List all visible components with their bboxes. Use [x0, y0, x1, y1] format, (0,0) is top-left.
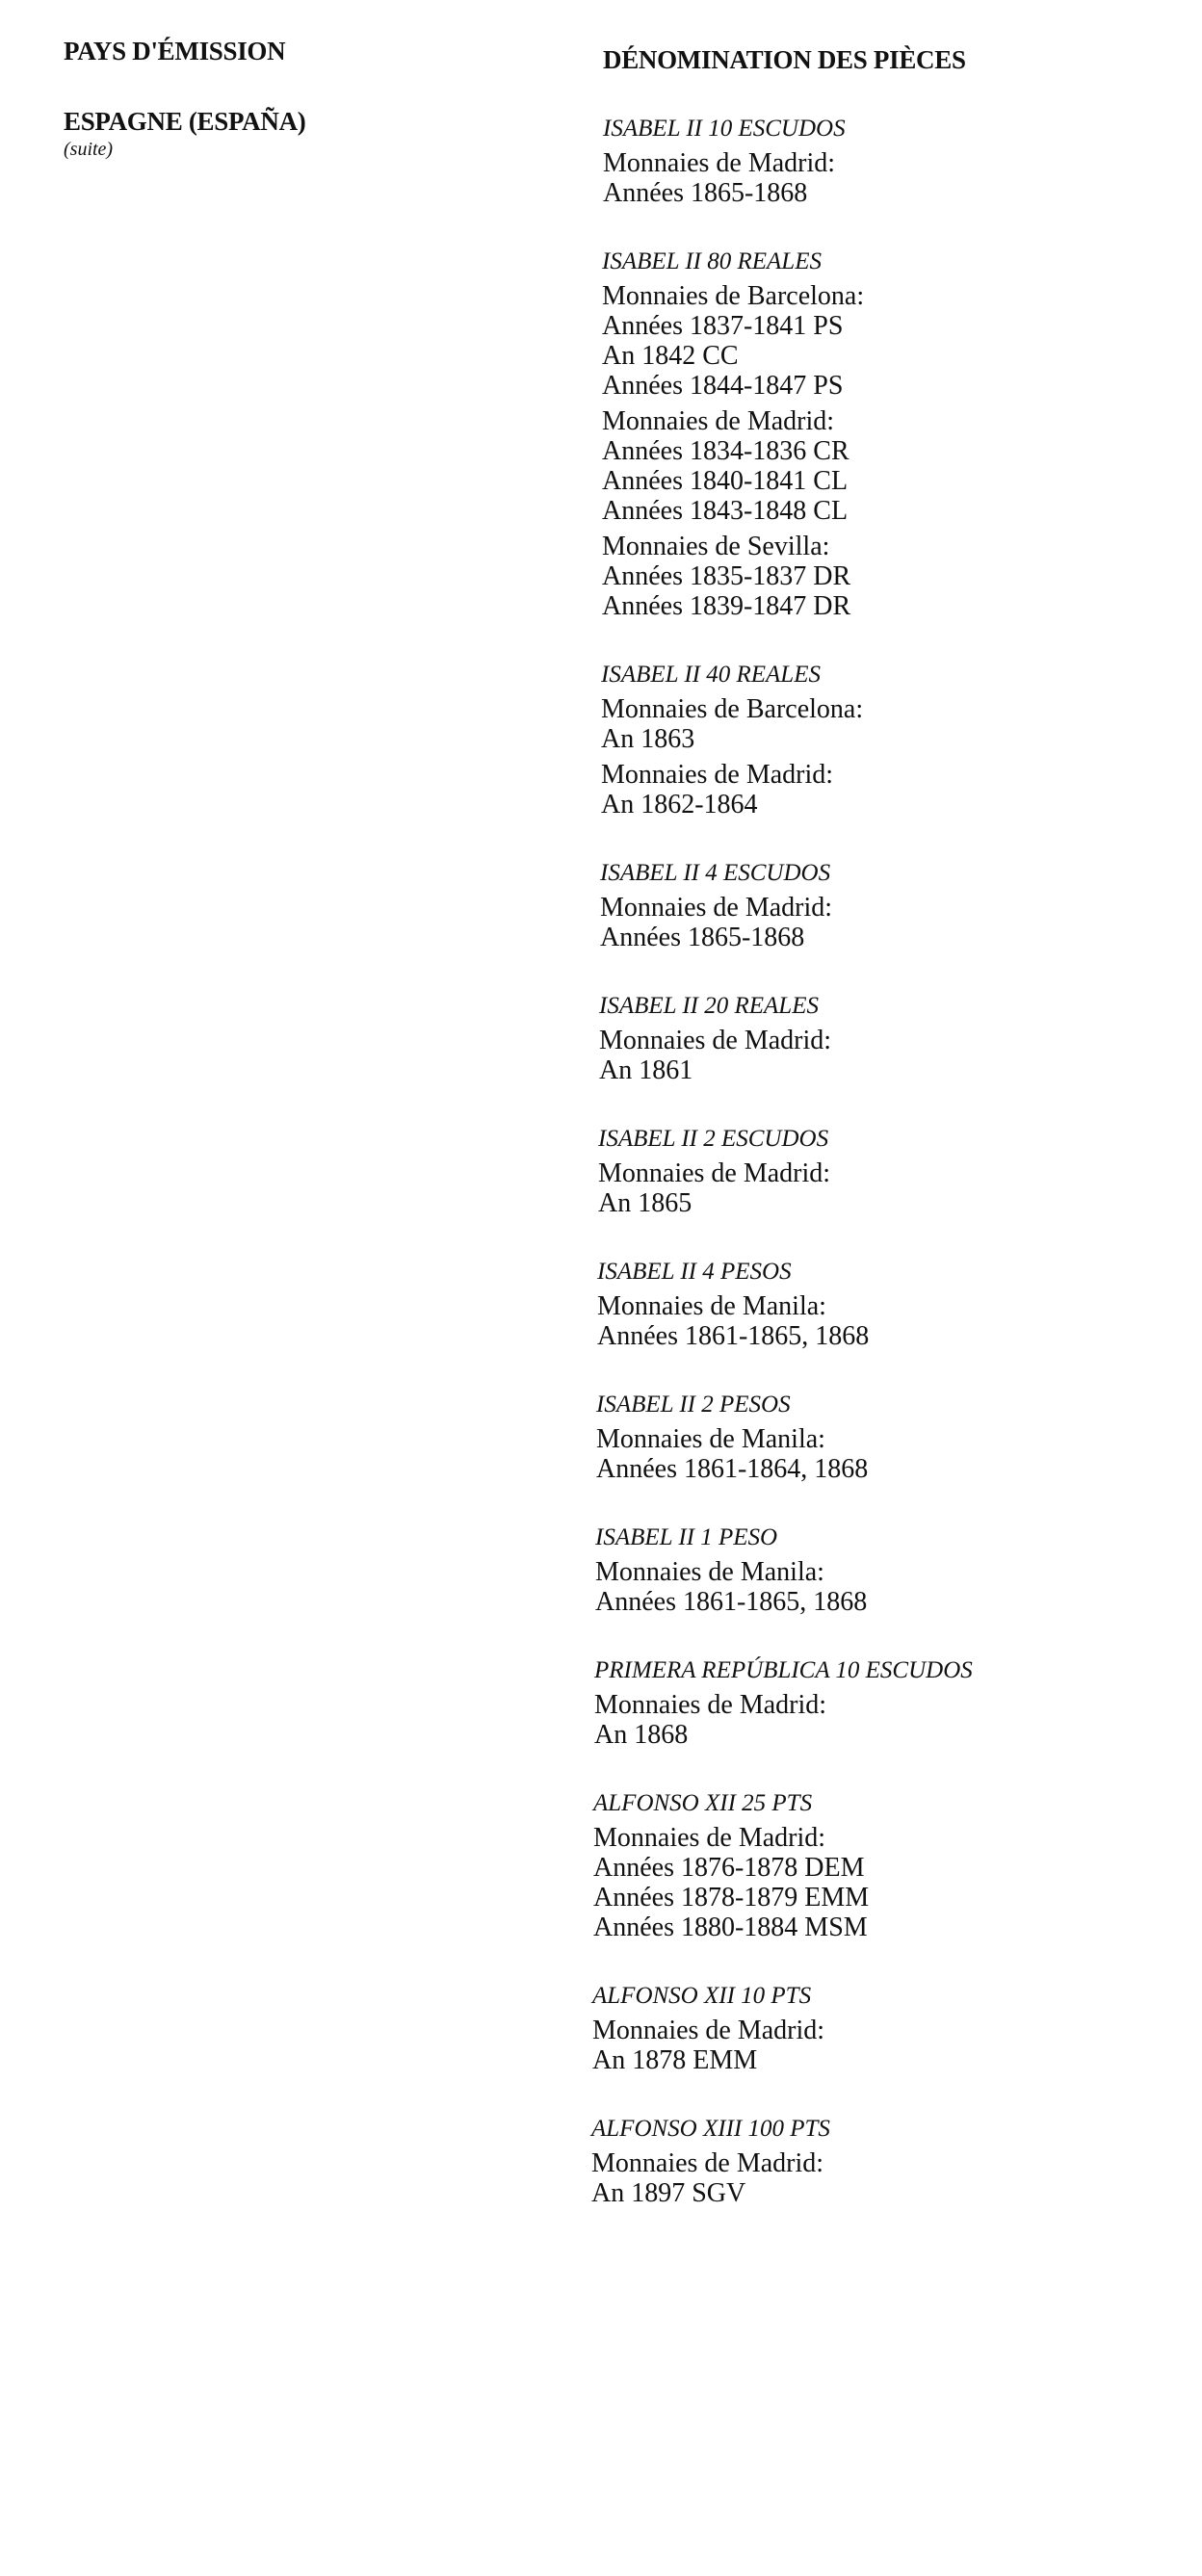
coin-entry: [597, 1257, 1187, 1351]
coin-entry: [593, 1788, 1187, 1942]
coin-entry: [599, 991, 1187, 1085]
coin-entry-list: [589, 114, 1187, 2208]
mint-name: Monnaies de Manila:: [597, 1291, 826, 1321]
mint-name: Monnaies de Madrid:: [594, 1690, 827, 1720]
mint-name: Monnaies de Madrid:: [593, 1823, 826, 1853]
coin-denomination-title: ALFONSO XII 10 PTS: [592, 1983, 812, 2009]
coin-denomination-title: ISABEL II 2 PESOS: [596, 1392, 791, 1418]
mint-years: An 1862-1864: [601, 790, 758, 820]
coin-denomination-title: ISABEL II 10 ESCUDOS: [603, 116, 846, 142]
mint-group: [601, 760, 1187, 820]
mint-group: [600, 893, 1187, 952]
mint-years: Années 1878-1879 EMM: [593, 1883, 870, 1912]
mint-years: Années 1876-1878 DEM: [593, 1853, 865, 1883]
mint-years: Années 1865-1868: [600, 923, 805, 952]
mint-years: An 1897 SGV: [591, 2178, 746, 2208]
country-column: [64, 37, 507, 161]
mint-years: An 1868: [594, 1720, 689, 1750]
mint-years: Années 1861-1865, 1868: [595, 1587, 868, 1617]
mint-years: An 1842 CC: [602, 341, 739, 371]
coin-entry: [594, 1655, 1187, 1750]
mint-group: [595, 1557, 1187, 1617]
mint-group: [602, 281, 1187, 401]
coin-denomination-title: ISABEL II 4 PESOS: [597, 1259, 792, 1285]
coin-entry: [595, 1522, 1187, 1617]
coin-entry: [592, 1981, 1187, 2075]
coin-denomination-title: ISABEL II 4 ESCUDOS: [600, 860, 831, 886]
mint-name: Monnaies de Madrid:: [600, 893, 833, 923]
mint-group: [596, 1424, 1187, 1484]
mint-group: [603, 148, 1187, 208]
mint-group: [601, 694, 1187, 754]
coin-entry: [601, 660, 1187, 820]
mint-group: [602, 532, 1187, 621]
coin-denomination-title: ISABEL II 2 ESCUDOS: [598, 1126, 829, 1152]
mint-name: Monnaies de Manila:: [595, 1557, 824, 1587]
country-column-heading: PAYS D'ÉMISSION: [64, 37, 286, 65]
mint-group: [599, 1026, 1187, 1085]
mint-years: Années 1834-1836 CR: [602, 436, 849, 466]
continuation-note: (suite): [64, 139, 114, 160]
coin-denomination-title: ISABEL II 1 PESO: [595, 1524, 778, 1550]
mint-years: An 1863: [601, 724, 695, 754]
mint-name: Monnaies de Madrid:: [602, 406, 835, 436]
mint-years: An 1865: [598, 1188, 692, 1218]
denomination-column: [589, 45, 1187, 2247]
mint-name: Monnaies de Madrid:: [603, 148, 836, 178]
mint-years: Années 1861-1864, 1868: [596, 1454, 869, 1484]
mint-name: Monnaies de Madrid:: [598, 1158, 831, 1188]
mint-name: Monnaies de Madrid:: [591, 2148, 824, 2178]
mint-group: [591, 2148, 1187, 2208]
mint-group: [593, 1823, 1187, 1942]
coin-denomination-title: ALFONSO XIII 100 PTS: [591, 2116, 830, 2142]
coin-entry: [603, 114, 1187, 208]
mint-name: Monnaies de Madrid:: [599, 1026, 832, 1055]
mint-name: Monnaies de Barcelona:: [602, 281, 865, 311]
coin-entry: [600, 858, 1187, 952]
mint-name: Monnaies de Madrid:: [592, 2016, 825, 2045]
coin-entry: [591, 2114, 1187, 2208]
mint-name: Monnaies de Manila:: [596, 1424, 825, 1454]
mint-group: [592, 2016, 1187, 2075]
mint-years: An 1878 EMM: [592, 2045, 758, 2075]
coin-entry: [596, 1390, 1187, 1484]
country-name: ESPAGNE (ESPAÑA): [64, 107, 306, 136]
mint-group: [602, 406, 1187, 526]
mint-years: Années 1837-1841 PS: [602, 311, 844, 341]
mint-years: Années 1843-1848 CL: [602, 496, 849, 526]
mint-name: Monnaies de Barcelona:: [601, 694, 864, 724]
mint-years: An 1861: [599, 1055, 693, 1085]
denomination-column-heading: DÉNOMINATION DES PIÈCES: [603, 45, 966, 74]
coin-entry: [602, 247, 1187, 621]
mint-group: [597, 1291, 1187, 1351]
mint-years: Années 1840-1841 CL: [602, 466, 849, 496]
mint-years: Années 1844-1847 PS: [602, 371, 844, 401]
mint-years: Années 1839-1847 DR: [602, 591, 851, 621]
mint-years: Années 1835-1837 DR: [602, 561, 851, 591]
coin-denomination-title: ISABEL II 20 REALES: [599, 993, 819, 1019]
mint-name: Monnaies de Sevilla:: [602, 532, 830, 561]
coin-entry: [598, 1124, 1187, 1218]
mint-years: Années 1880-1884 MSM: [593, 1912, 868, 1942]
coin-denomination-title: ISABEL II 40 REALES: [601, 662, 821, 688]
mint-name: Monnaies de Madrid:: [601, 760, 834, 790]
mint-years: Années 1861-1865, 1868: [597, 1321, 870, 1351]
mint-years: Années 1865-1868: [603, 178, 808, 208]
coin-denomination-title: PRIMERA REPÚBLICA 10 ESCUDOS: [594, 1657, 973, 1683]
mint-group: [594, 1690, 1187, 1750]
coin-denomination-title: ISABEL II 80 REALES: [602, 248, 822, 274]
mint-group: [598, 1158, 1187, 1218]
coin-denomination-title: ALFONSO XII 25 PTS: [593, 1790, 813, 1816]
